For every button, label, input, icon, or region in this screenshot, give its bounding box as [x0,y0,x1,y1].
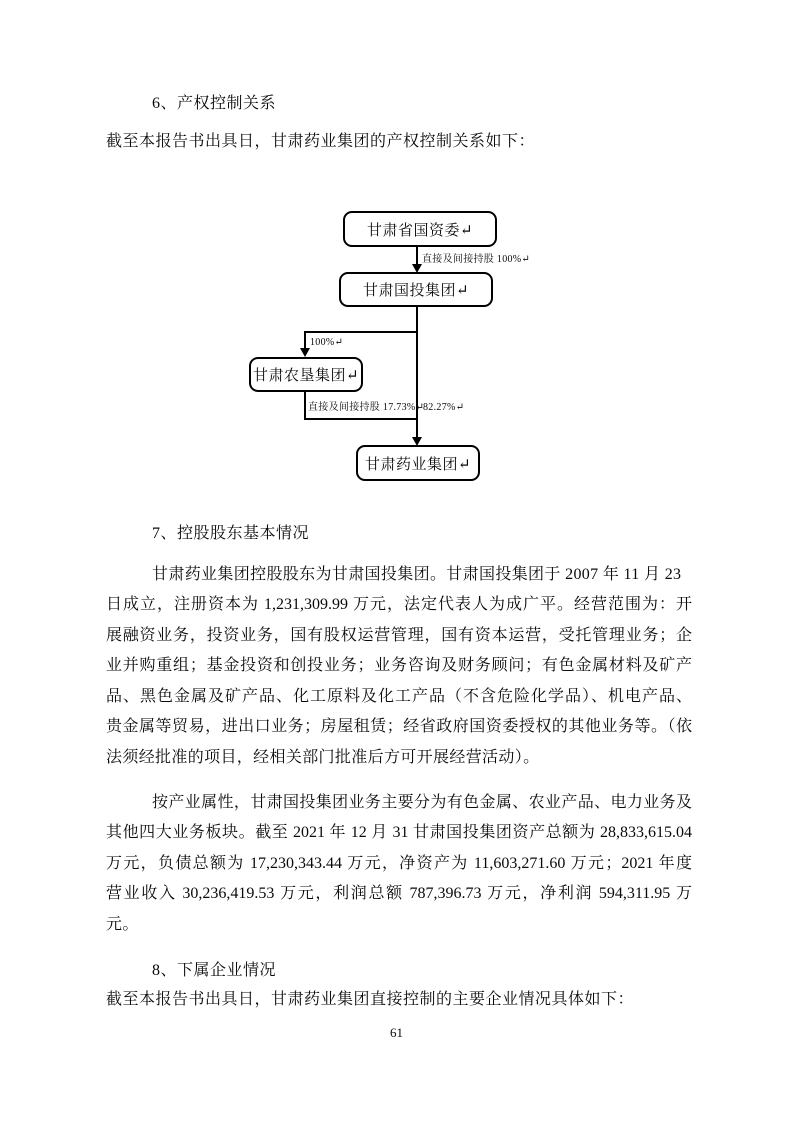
section-7-paragraph-1 [106,560,692,773]
node-gansu-yaoye: 甘肃药业集团↵ [356,445,480,481]
node-gansu-sasac: 甘肃省国资委↵ [343,211,497,247]
edge-label-direct-indirect-17-73: 直接及间接持股 17.73%↵ [308,402,425,413]
paragraph-line: 按产业属性，甘肃国投集团业务主要分为有色金属、农业产品、电力业务及 [152,794,692,811]
edge-label-100: 100%↵ [310,337,344,348]
paragraph-line: 法须经批准的项目，经相关部门批准后方可开展经营活动）。 [106,748,540,766]
section-6-heading: 6、产权控制关系 [152,95,277,112]
paragraph-line: 展融资业务，投资业务，国有股权运营管理，国有资本运营，受托管理业务；企 [106,626,692,644]
paragraph-line: 日成立，注册资本为 1,231,309.99 万元，法定代表人为成广平。经营范围为：开 [106,596,692,614]
paragraph-line: 甘肃药业集团控股股东为甘肃国投集团。甘肃国投集团于 2007 年 11 月 23 [152,566,682,583]
paragraph-line: 品、黑色金属及矿产品、化工原料及化工产品（不含危险化学品）、机电产品、 [106,687,692,705]
paragraph-line: 元。 [106,915,139,933]
paragraph-line: 营业收入 30,236,419.53 万元，利润总额 787,396.73 万元，净利润 594,311.95 万 [106,885,692,903]
arrow-head-icon [300,348,310,357]
node-gansu-nongken: 甘肃农垦集团↵ [249,357,363,392]
section-7-paragraph-2 [106,788,692,940]
paragraph-line: 其他四大业务板块。截至 2021 年 12 月 31 甘肃国投集团资产总额为 28,833,615.04 [106,824,692,842]
paragraph-line: 万元，负债总额为 17,230,343.44 万元，净资产为 11,603,271.60 万元；2021 年度 [106,854,692,872]
page-number: 61 [390,1025,403,1040]
paragraph-line: 业并购重组；基金投资和创投业务；业务咨询及财务顾问；有色金属材料及矿产 [106,657,692,675]
edge-line [304,331,306,349]
node-gansu-guotou: 甘肃国投集团↵ [339,272,493,307]
section-6-intro: 截至本报告书出具日，甘肃药业集团的产权控制关系如下： [106,133,536,150]
section-8-heading: 8、下属企业情况 [152,962,277,979]
paragraph-line: 贵金属等贸易，进出口业务；房屋租赁；经省政府国资委授权的其他业务等。（依 [106,718,692,736]
edge-label-82-27: 82.27%↵ [423,402,465,413]
edge-line [304,392,306,420]
section-8-intro: 截至本报告书出具日，甘肃药业集团直接控制的主要企业情况具体如下： [106,991,635,1008]
edge-line [304,418,418,420]
section-7-heading: 7、控股股东基本情况 [152,525,310,542]
edge-line [304,331,418,333]
edge-label-direct-indirect-100: 直接及间接持股 100%↵ [422,254,531,265]
